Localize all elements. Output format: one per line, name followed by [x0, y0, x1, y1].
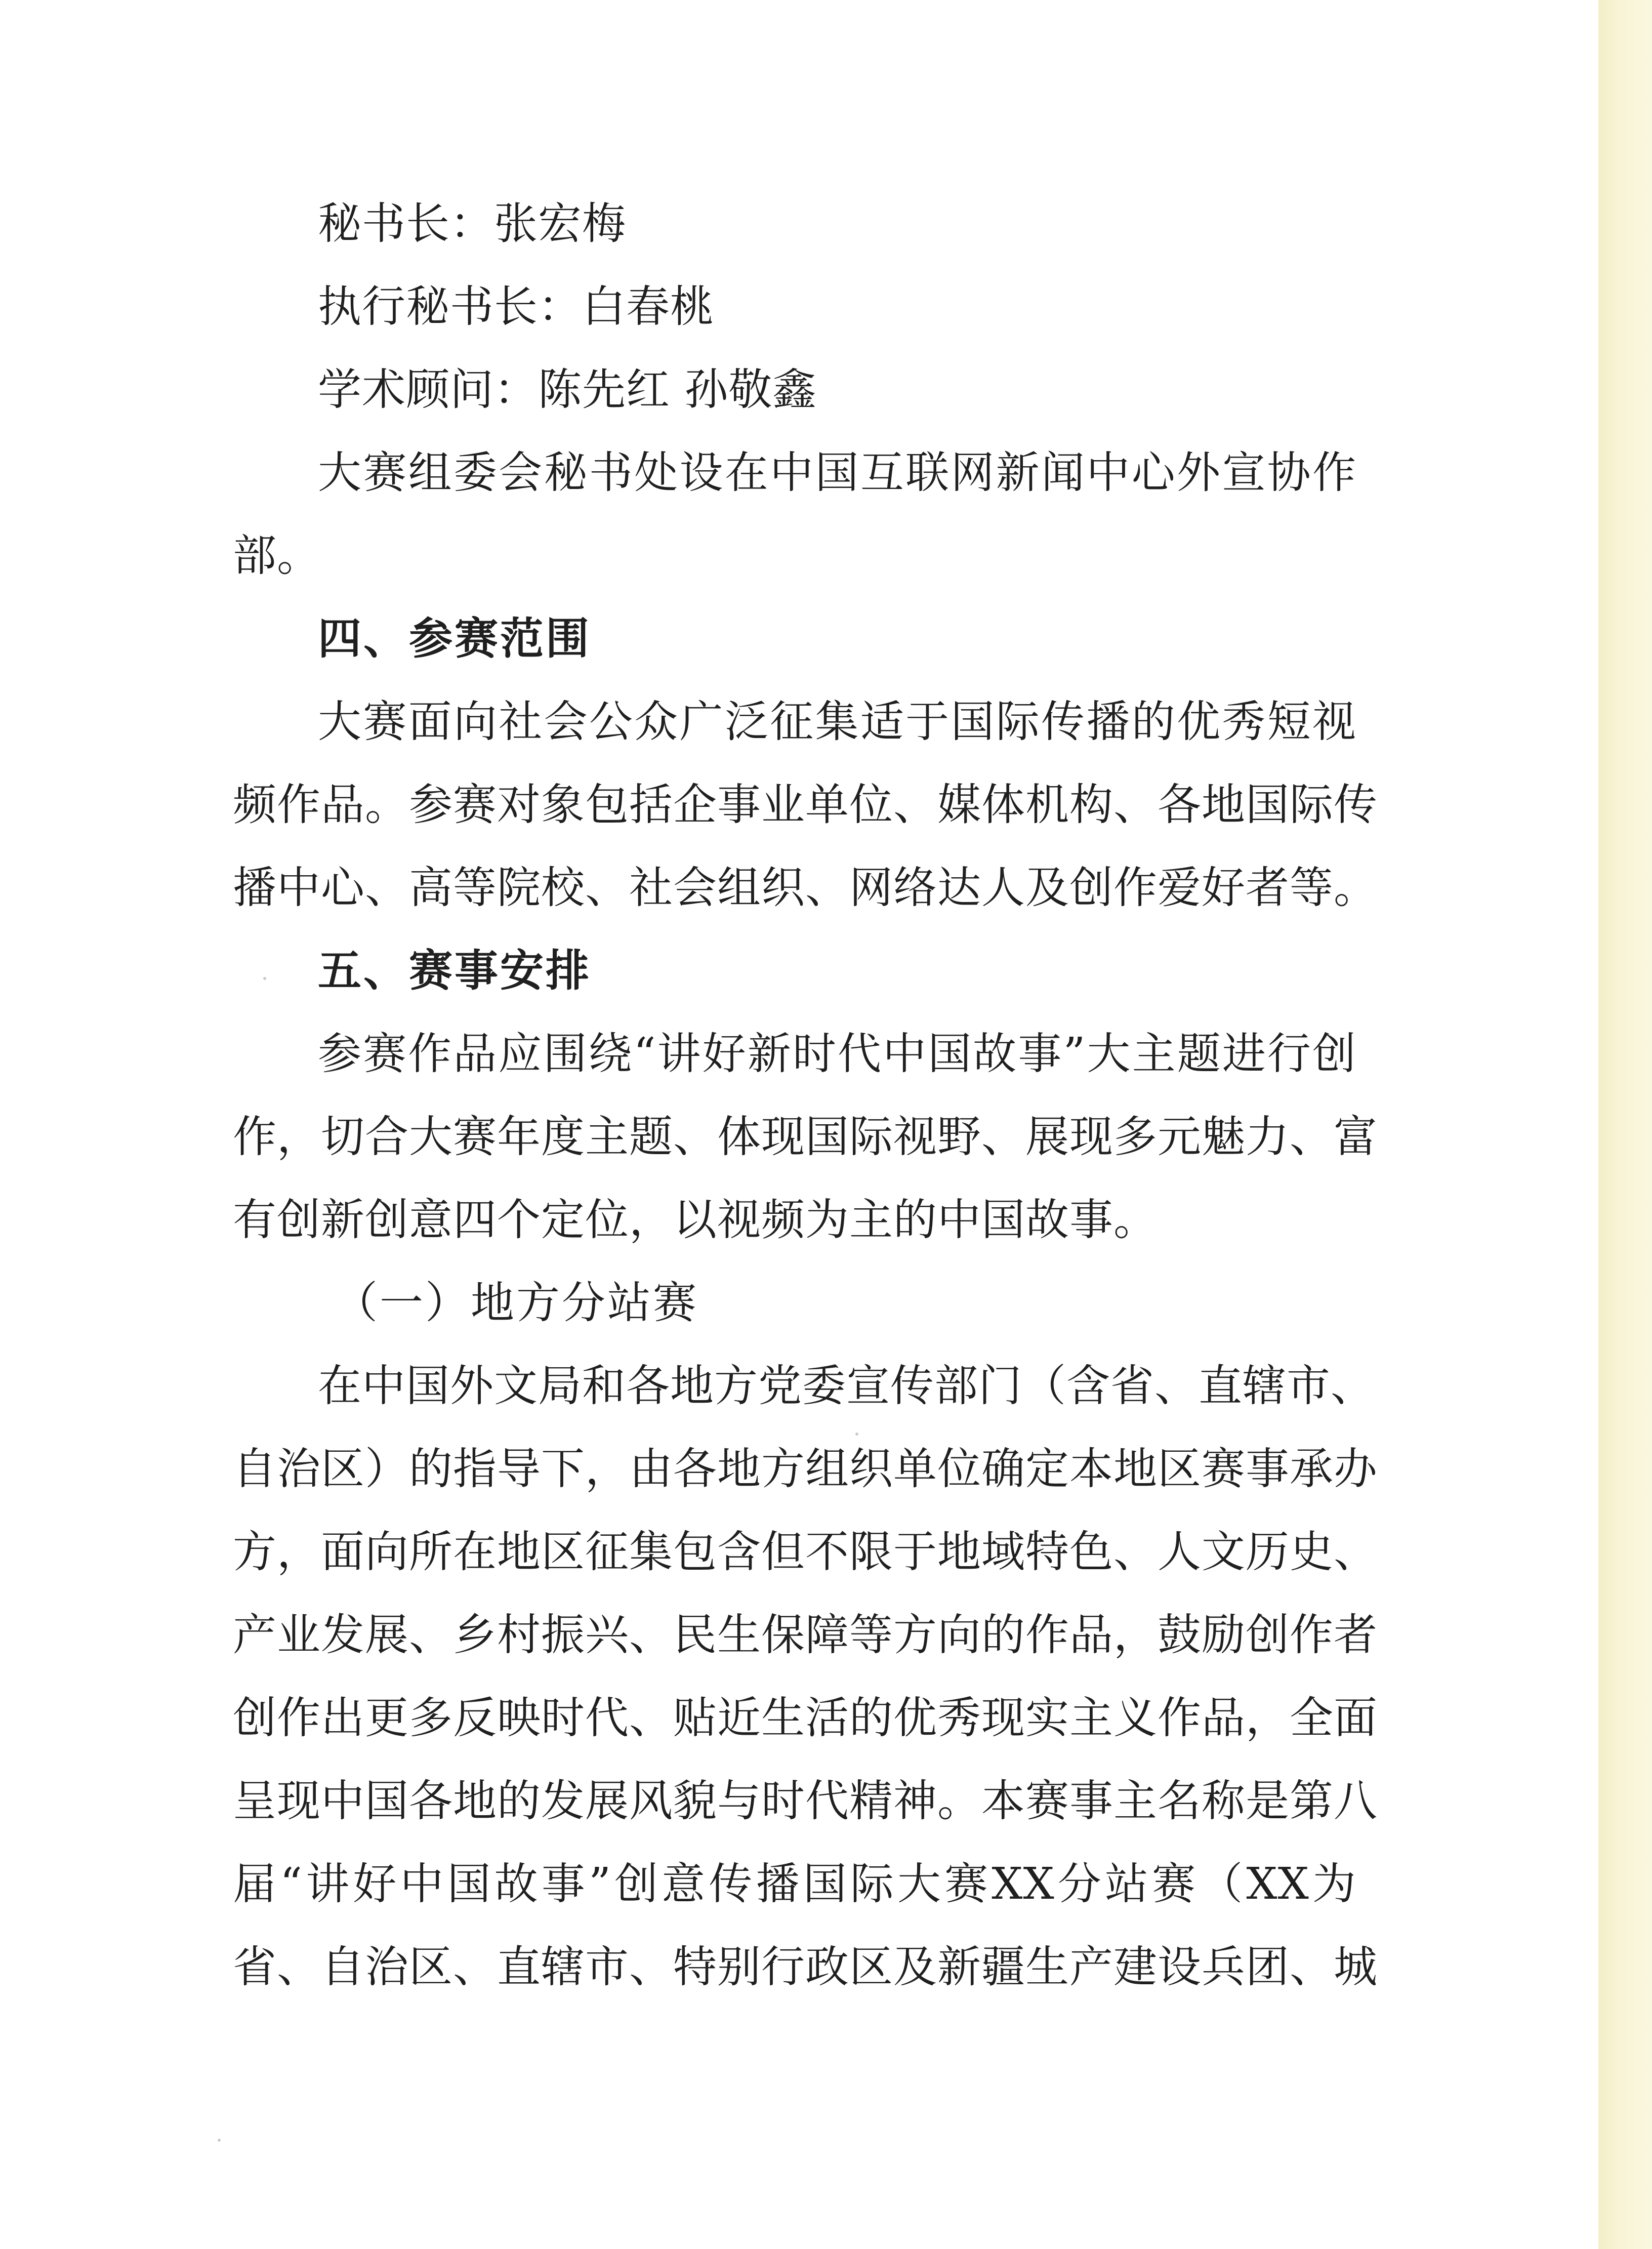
paragraph-line: 参赛作品应围绕“讲好新时代中国故事”大主题进行创: [318, 1029, 1356, 1079]
scan-speck: [263, 977, 266, 980]
paragraph-line: 在中国外文局和各地方党委宣传部门（含省、直辖市、: [318, 1361, 1375, 1411]
paragraph-line: 部。: [233, 530, 321, 581]
paragraph-line: 产业发展、乡村振兴、民生保障等方向的作品，鼓励创作者: [233, 1610, 1378, 1660]
secretary-general-line: 秘书长：张宏梅: [318, 198, 626, 249]
document-body: [233, 182, 1378, 2009]
paragraph-line: 省、自治区、直辖市、特别行政区及新疆生产建设兵团、城: [233, 1942, 1378, 1992]
paragraph-line: 播中心、高等院校、社会组织、网络达人及创作爱好者等。: [233, 863, 1378, 913]
academic-advisors-line: 学术顾问：陈先红 孙敬鑫: [318, 364, 817, 415]
paragraph-line: 大赛面向社会公众广泛征集适于国际传播的优秀短视: [318, 697, 1356, 747]
section-heading-arrangement: 五、赛事安排: [318, 945, 591, 996]
paragraph-line: 呈现中国各地的发展风貌与时代精神。本赛事主名称是第八: [233, 1776, 1378, 1826]
paper-edge: [1598, 0, 1652, 2249]
scan-speck: [218, 2139, 221, 2142]
paragraph-line: 方，面向所在地区征集包含但不限于地域特色、人文历史、: [233, 1527, 1378, 1577]
section-heading-scope: 四、参赛范围: [318, 613, 591, 664]
executive-secretary-line: 执行秘书长：白春桃: [318, 281, 714, 332]
scan-speck: [855, 1433, 858, 1436]
paragraph-line: 大赛组委会秘书处设在中国互联网新闻中心外宣协作: [318, 447, 1356, 498]
subsection-heading-regional: （一）地方分站赛: [334, 1278, 698, 1328]
paragraph-line: 有创新创意四个定位，以视频为主的中国故事。: [233, 1195, 1158, 1245]
paragraph-line: 作，切合大赛年度主题、体现国际视野、展现多元魅力、富: [233, 1112, 1378, 1162]
paragraph-line: 频作品。参赛对象包括企事业单位、媒体机构、各地国际传: [233, 780, 1378, 830]
paragraph-line: 自治区）的指导下，由各地方组织单位确定本地区赛事承办: [233, 1444, 1378, 1494]
paragraph-line: 创作出更多反映时代、贴近生活的优秀现实主义作品，全面: [233, 1693, 1378, 1743]
paragraph-line: 届“讲好中国故事”创意传播国际大赛XX分站赛（XX为: [233, 1859, 1356, 1909]
